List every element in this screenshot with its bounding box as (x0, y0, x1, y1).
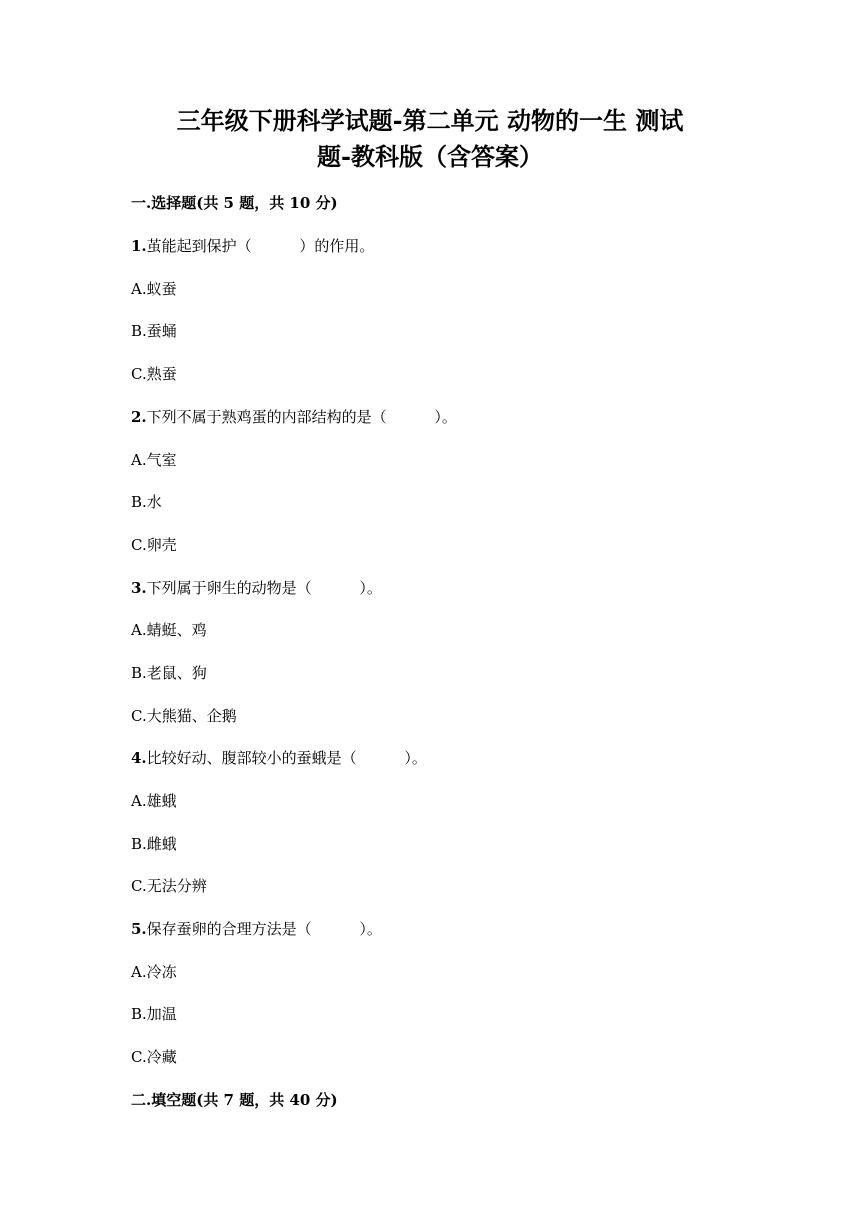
option-c: C.卵壳 (131, 536, 177, 554)
option-c: C.无法分辨 (131, 877, 207, 895)
option-c: C.冷藏 (131, 1048, 177, 1066)
question-3 (131, 578, 382, 598)
option-b: B.加温 (131, 1005, 177, 1023)
document-title-line1: 三年级下册科学试题-第二单元 动物的一生 测试 (176, 106, 684, 135)
option-b: B.蚕蛹 (131, 322, 177, 340)
section-heading-fill-in: 二.填空题(共 7 题，共 40 分) (131, 1091, 338, 1109)
option-a: A.雄蛾 (131, 792, 177, 810)
question-text: 下列属于卵生的动物是（ ）。 (146, 579, 382, 597)
document-title-line2: 题-教科版（含答案） (317, 142, 543, 171)
option-a: A.冷冻 (131, 963, 177, 981)
option-b: B.雌蛾 (131, 835, 177, 853)
question-number: 3. (131, 579, 147, 597)
question-number: 2. (131, 408, 147, 426)
option-b: B.水 (131, 493, 162, 511)
question-number: 4. (131, 749, 147, 767)
question-text: 茧能起到保护（ ）的作用。 (146, 237, 375, 255)
question-number: 1. (131, 237, 147, 255)
option-a: A.蚁蚕 (131, 280, 177, 298)
option-a: A.蜻蜓、鸡 (131, 621, 207, 639)
question-text: 比较好动、腹部较小的蚕蛾是（ ）。 (146, 749, 427, 767)
question-5 (131, 919, 382, 939)
option-c: C.大熊猫、企鹅 (131, 707, 237, 725)
option-b: B.老鼠、狗 (131, 664, 207, 682)
section-heading-choice: 一.选择题(共 5 题，共 10 分) (131, 194, 338, 212)
question-4 (131, 748, 427, 768)
question-2 (131, 407, 457, 427)
question-1 (131, 236, 374, 256)
question-text: 下列不属于熟鸡蛋的内部结构的是（ ）。 (146, 408, 457, 426)
question-number: 5. (131, 920, 147, 938)
question-text: 保存蚕卵的合理方法是（ ）。 (146, 920, 382, 938)
option-c: C.熟蚕 (131, 365, 177, 383)
option-a: A.气室 (131, 451, 177, 469)
